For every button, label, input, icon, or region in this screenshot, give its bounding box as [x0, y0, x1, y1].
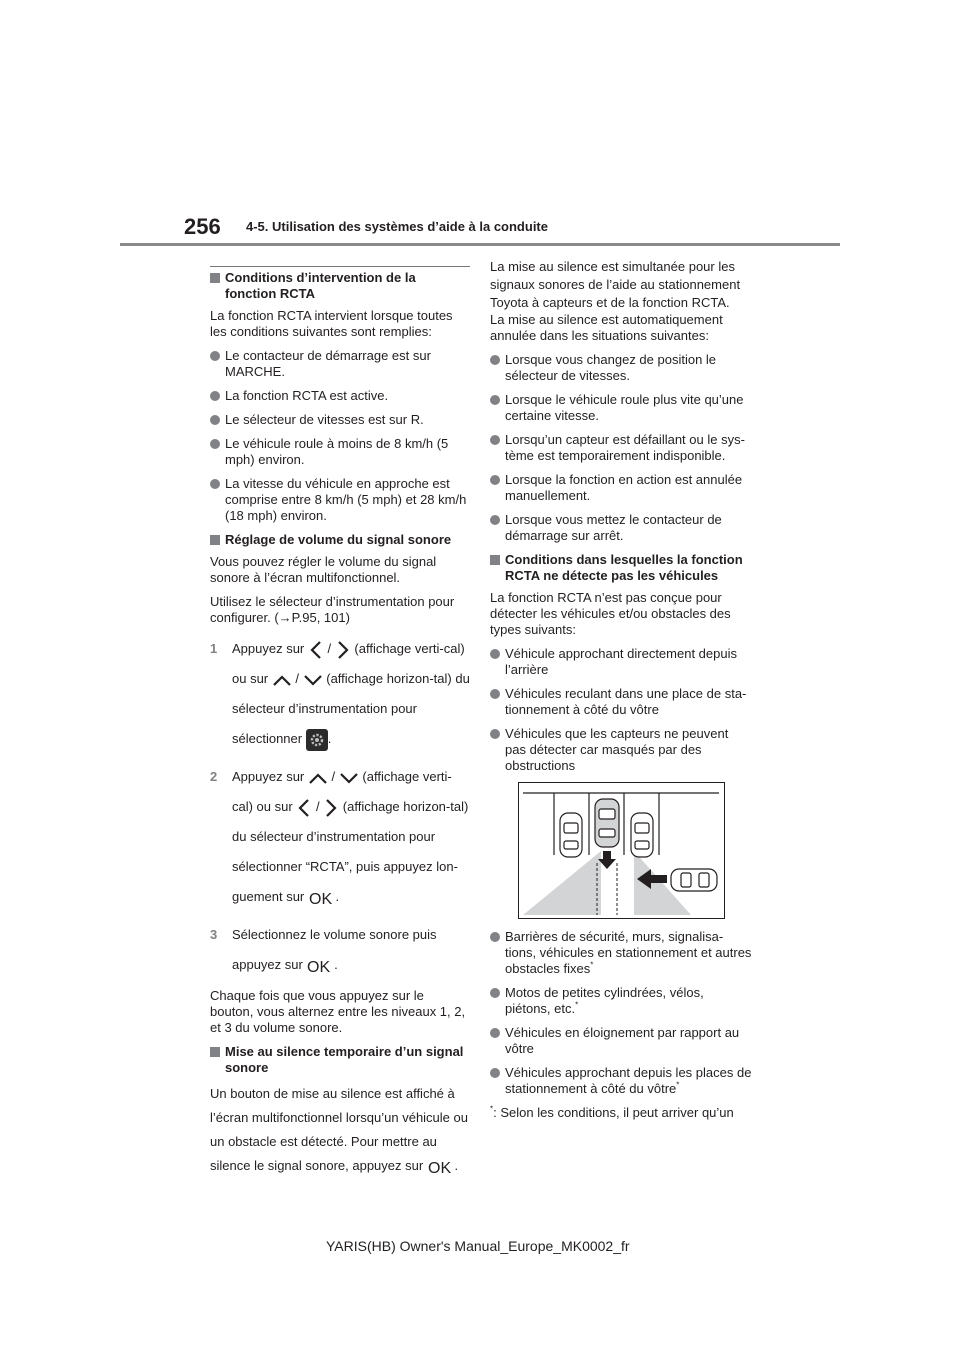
list-item: Barrières de sécurité, murs, signalisa-tions, véhicules en stationnement et autres obstacles fixes* [490, 929, 752, 977]
bullet-icon [490, 1068, 500, 1078]
header-rule [120, 243, 840, 246]
bullet-icon [490, 355, 500, 365]
square-bullet-icon [210, 273, 220, 283]
column-rule [210, 266, 470, 267]
bullet-icon [210, 415, 220, 425]
bullet-icon [210, 479, 220, 489]
list-item: Véhicules approchant depuis les places de stationnement à côté du vôtre* [490, 1065, 752, 1097]
list-item: Véhicule approchant directement depuis l’arrière [490, 646, 752, 678]
own-vehicle [595, 799, 619, 847]
ok-label: OK [307, 958, 331, 974]
bullet-icon [210, 391, 220, 401]
right-column [490, 258, 752, 1129]
list-item: Le véhicule roule à moins de 8 km/h (5 mph) environ. [210, 436, 470, 468]
gear-icon [306, 729, 328, 751]
list-item: Lorsque vous mettez le contacteur de démarrage sur arrêt. [490, 512, 752, 544]
list-item: Motos de petites cylindrées, vélos, piétons, etc.* [490, 985, 752, 1017]
list-item: Le sélecteur de vitesses est sur R. [210, 412, 470, 428]
step-1: 1 Appuyez sur / (affichage verti-cal) ou sur / (affichage horizon-tal) du sélecteur d’instrumentation pour sélectionner . [210, 634, 470, 754]
bullet-icon [490, 649, 500, 659]
approaching-car [671, 869, 717, 891]
list-item: Lorsque vous changez de position le sélecteur de vitesses. [490, 352, 752, 384]
step-2: 2 Appuyez sur / (affichage verti-cal) ou sur / (affichage horizon-tal) du sélecteur d’instrumentation pour sélectionner “RCTA”, puis appuyez lon-guement sur OK . [210, 762, 470, 912]
paragraph: La mise au silence est automatiquement annulée dans les situations suivantes: [490, 312, 723, 343]
bullet-icon [490, 729, 500, 739]
chevron-down-icon [303, 673, 323, 687]
paragraph: Un bouton de mise au silence est affiché à l’écran multifonctionnel lorsqu’un véhicule ou un obstacle est détecté. Pour mettre au silence le signal sonore, appuyez sur OK . [210, 1086, 468, 1175]
ok-label: OK [427, 1159, 451, 1175]
paragraph: Utilisez le sélecteur d’instrumentation pour configurer. (→P.95, 101) [210, 594, 455, 625]
parking-diagram [519, 783, 724, 918]
heading-not-detected: Conditions dans lesquelles la fonction RCTA ne détecte pas les véhicules [490, 552, 752, 584]
ok-icon [306, 958, 330, 974]
step-3: 3 Sélectionnez le volume sonore puis appuyez sur OK . [210, 920, 470, 980]
step-number: 3 [210, 927, 218, 942]
list-item: Véhicules en éloignement par rapport au vôtre [490, 1025, 752, 1057]
chevron-down-icon [339, 771, 359, 785]
bullet-icon [490, 988, 500, 998]
chevron-right-icon [323, 798, 339, 818]
step-number: 1 [210, 641, 218, 656]
list-item: Véhicules reculant dans une place de sta-tionnement à côté du vôtre [490, 686, 752, 718]
bullet-icon [210, 351, 220, 361]
bullet-icon [490, 435, 500, 445]
list-item: La vitesse du véhicule en approche est comprise entre 8 km/h (5 mph) et 28 km/h (18 mph) environ. [210, 476, 470, 524]
list-item: Lorsque le véhicule roule plus vite qu’une certaine vitesse. [490, 392, 752, 424]
heading-rcta-conditions: Conditions d’intervention de la fonction RCTA [210, 270, 470, 302]
left-column [210, 266, 470, 1186]
list-item: La fonction RCTA est active. [210, 388, 470, 404]
paragraph: La fonction RCTA intervient lorsque toutes les conditions suivantes sont remplies: [210, 308, 453, 339]
parked-car-left [560, 813, 582, 857]
heading-volume: Réglage de volume du signal sonore [210, 532, 470, 548]
list-item: Lorsqu’un capteur est défaillant ou le sys-tème est temporairement indisponible. [490, 432, 752, 464]
chevron-left-icon [308, 640, 324, 660]
parking-illustration [518, 782, 725, 919]
bullet-icon [490, 1028, 500, 1038]
ok-icon [427, 1159, 451, 1175]
list-item: Véhicules que les capteurs ne peuvent pas détecter car masqués par des obstructions [490, 726, 752, 774]
chevron-up-icon [272, 673, 292, 687]
square-bullet-icon [210, 535, 220, 545]
square-bullet-icon [490, 555, 500, 565]
bullet-icon [490, 515, 500, 525]
section-title: 4-5. Utilisation des systèmes d’aide à la conduite [246, 219, 548, 234]
list-item: Le contacteur de démarrage est sur MARCHE. [210, 348, 470, 380]
footer-text: YARIS(HB) Owner's Manual_Europe_MK0002_fr [326, 1238, 630, 1254]
ok-icon [308, 890, 332, 906]
bullet-icon [490, 475, 500, 485]
step-number: 2 [210, 769, 218, 784]
paragraph: La fonction RCTA n’est pas conçue pour détecter les véhicules et/ou obstacles des types suivants: [490, 590, 731, 637]
square-bullet-icon [210, 1047, 220, 1057]
bullet-icon [490, 932, 500, 942]
paragraph: Vous pouvez régler le volume du signal sonore à l’écran multifonctionnel. [210, 554, 437, 585]
bullet-icon [490, 689, 500, 699]
parked-car-right [631, 813, 653, 857]
page-number: 256 [184, 214, 221, 239]
paragraph: Chaque fois que vous appuyez sur le bouton, vous alternez entre les niveaux 1, 2, et 3 du volume sonore. [210, 988, 466, 1035]
list-item: Lorsque la fonction en action est annulée manuellement. [490, 472, 752, 504]
heading-silence: Mise au silence temporaire d’un signal sonore [210, 1044, 470, 1076]
footnote: *: Selon les conditions, il peut arriver qu’un [490, 1104, 734, 1120]
paragraph: La mise au silence est simultanée pour les signaux sonores de l’aide au stationnement Toyota à capteurs et de la fonction RCTA. [490, 259, 741, 310]
bullet-icon [210, 439, 220, 449]
ok-label: OK [308, 890, 332, 906]
chevron-right-icon [335, 640, 351, 660]
chevron-up-icon [308, 771, 328, 785]
detection-zone-left [523, 851, 601, 915]
chevron-left-icon [296, 798, 312, 818]
bullet-icon [490, 395, 500, 405]
